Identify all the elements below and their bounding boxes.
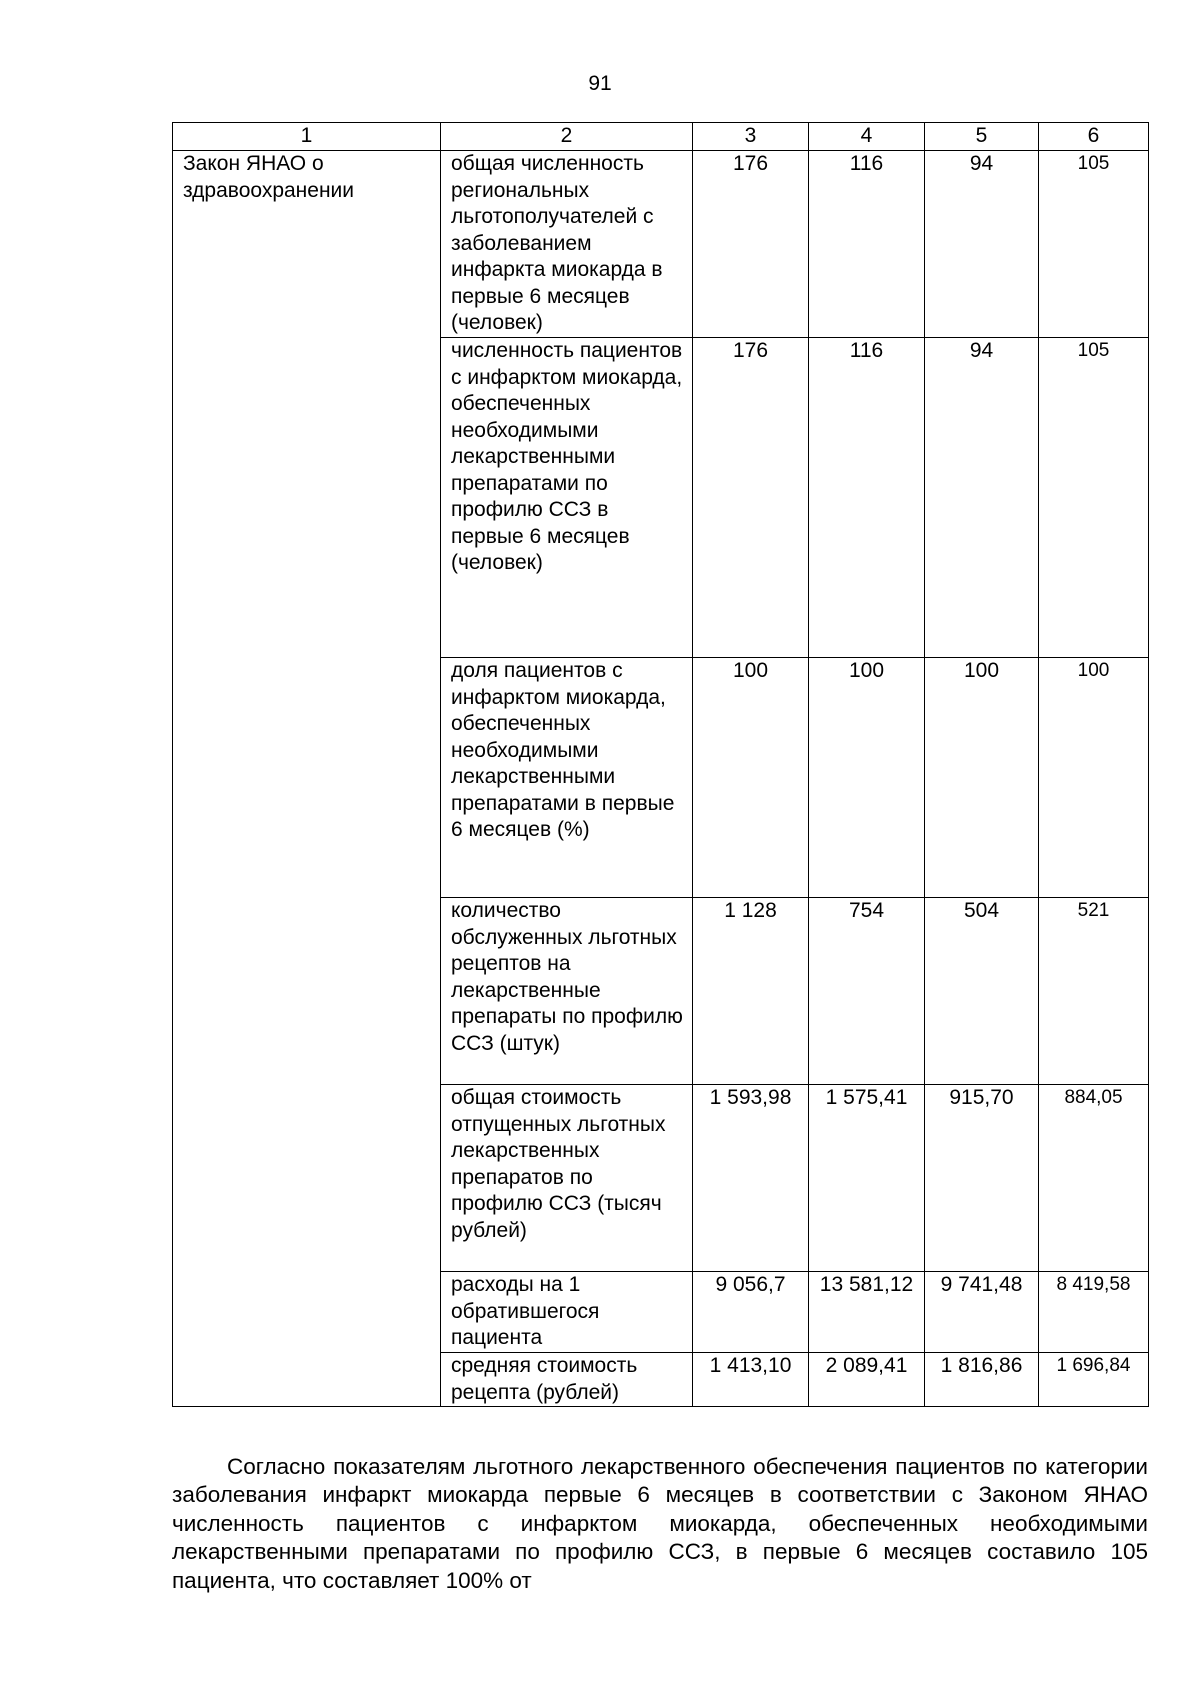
value-cell: 1 696,84 [1039,1353,1149,1407]
value-cell: 13 581,12 [809,1272,925,1353]
value-cell: 521 [1039,898,1149,1085]
value-cell: 116 [809,338,925,658]
value-cell: 9 741,48 [925,1272,1039,1353]
column-header: 1 [173,123,441,151]
body-paragraph: Согласно показателям льготного лекарственного обеспечения пациентов по категории заболевания инфаркт миокарда первые 6 месяцев в соответствии с Законом ЯНАО численность пациентов с инфарктом миокарда, обеспеченных необходимыми лекарственными препаратами по профилю ССЗ, в первые 6 месяцев составило 105 пациента, что составляет 100% от [172,1453,1148,1593]
indicator-label: общая стоимость отпущенных льготных лекарственных препаратов по профилю ССЗ (тысяч рублей) [441,1085,693,1272]
indicator-label: общая численность региональных льготополучателей с заболеванием инфаркта миокарда в первые 6 месяцев (человек) [441,151,693,338]
value-cell: 100 [925,658,1039,898]
value-cell: 1 128 [693,898,809,1085]
column-header: 5 [925,123,1039,151]
value-cell: 915,70 [925,1085,1039,1272]
value-cell: 884,05 [1039,1085,1149,1272]
indicator-label: количество обслуженных льготных рецептов на лекарственные препараты по профилю ССЗ (штук) [441,898,693,1085]
value-cell: 105 [1039,338,1149,658]
value-cell: 94 [925,151,1039,338]
column-header: 3 [693,123,809,151]
table-header-row [173,123,1149,151]
value-cell: 1 575,41 [809,1085,925,1272]
indicator-label: расходы на 1 обратившегося пациента [441,1272,693,1353]
column-header: 2 [441,123,693,151]
column-header: 4 [809,123,925,151]
indicator-label: численность пациентов с инфарктом миокарда, обеспеченных необходимыми лекарственными препаратами по профилю ССЗ в первые 6 месяцев (человек) [441,338,693,658]
value-cell: 1 816,86 [925,1353,1039,1407]
value-cell: 105 [1039,151,1149,338]
law-cell: Закон ЯНАО о здравоохранении [173,151,441,1407]
value-cell: 8 419,58 [1039,1272,1149,1353]
value-cell: 116 [809,151,925,338]
value-cell: 1 593,98 [693,1085,809,1272]
value-cell: 176 [693,338,809,658]
value-cell: 176 [693,151,809,338]
page-number: 91 [588,72,612,95]
indicators-table [172,122,1149,1407]
value-cell: 504 [925,898,1039,1085]
table-row [173,151,1149,338]
value-cell: 100 [1039,658,1149,898]
value-cell: 94 [925,338,1039,658]
indicator-label: средняя стоимость рецепта (рублей) [441,1353,693,1407]
value-cell: 100 [693,658,809,898]
indicator-label: доля пациентов с инфарктом миокарда, обеспеченных необходимыми лекарственными препаратами в первые 6 месяцев (%) [441,658,693,898]
value-cell: 9 056,7 [693,1272,809,1353]
value-cell: 100 [809,658,925,898]
value-cell: 2 089,41 [809,1353,925,1407]
column-header: 6 [1039,123,1149,151]
value-cell: 754 [809,898,925,1085]
value-cell: 1 413,10 [693,1353,809,1407]
